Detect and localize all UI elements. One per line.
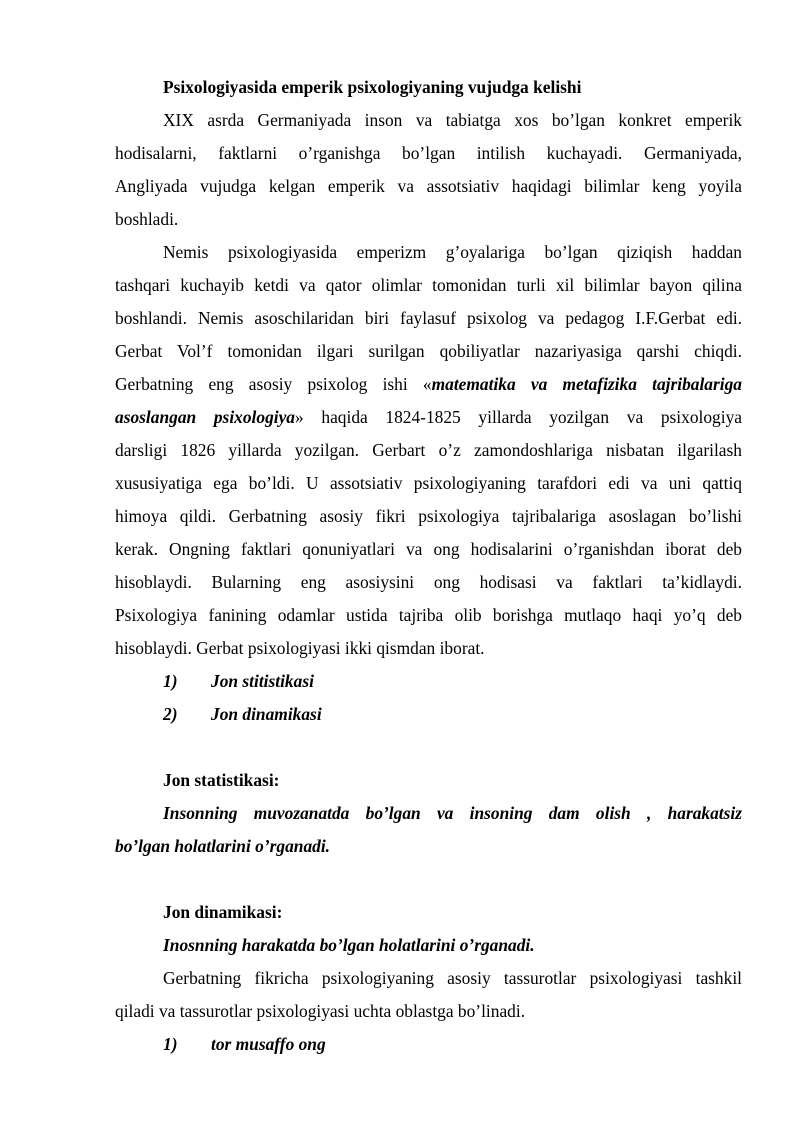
paragraph-line: boshladi. — [115, 209, 179, 229]
paragraph-line: Gerbat Vol’f tomonidan ilgari surilgan qobiliyatlar nazariyasiga qarshi chiqdi. — [115, 341, 742, 361]
section-heading-statics: Jon statistikasi: — [163, 770, 280, 790]
text-run: » haqida 1824-1825 yillarda yozilgan va psixologiya — [295, 407, 742, 427]
list-item-text: tor musaffo ong — [211, 1034, 326, 1054]
paragraph-line: himoya qildi. Gerbatning asosiy fikri psixologiya tajribalariga asoslagan bo’lishi — [115, 506, 742, 526]
paragraph-line: kerak. Ongning faktlari qonuniyatlari va ong hodisalarini o’rganishdan iborat deb — [115, 539, 742, 559]
paragraph-line: xususiyatiga ega bo’ldi. U assotsiativ psixologiyaning tarafdori edi va uni qattiq — [115, 473, 742, 493]
list-item-number: 1) — [163, 1034, 178, 1054]
paragraph-line: hisoblaydi. Gerbat psixologiyasi ikki qismdan iborat. — [115, 638, 485, 658]
paragraph-line — [115, 406, 742, 428]
paragraph-line — [115, 373, 742, 395]
list-item-number: 1) — [163, 671, 178, 691]
paragraph-line: boshlandi. Nemis asoschilaridan biri faylasuf psixolog va pedagog I.F.Gerbat edi. — [115, 308, 742, 328]
paragraph-line: tashqari kuchayib ketdi va qator olimlar tomonidan turli xil bilimlar bayon qilina — [115, 275, 742, 295]
paragraph-line: Angliyada vujudga kelgan emperik va assotsiativ haqidagi bilimlar keng yoyila — [115, 176, 742, 196]
statics-description-line: bo’lgan holatlarini o’rganadi. — [115, 836, 331, 856]
paragraph-line: XIX asrda Germaniyada inson va tabiatga xos bo’lgan konkret emperik — [163, 110, 742, 130]
paragraph-line: darsligi 1826 yillarda yozilgan. Gerbart o’z zamondoshlariga nisbatan ilgarilash — [115, 440, 742, 460]
section-heading-dynamics: Jon dinamikasi: — [163, 902, 283, 922]
statics-description-line: Insonning muvozanatda bo’lgan va insoning dam olish , harakatsiz — [163, 803, 742, 823]
list-item-number: 2) — [163, 704, 178, 724]
emphasized-book-title: matematika va metafizika tajribalariga — [431, 374, 742, 394]
emphasized-book-title: asoslangan psixologiya — [115, 407, 296, 427]
list-item-text: Jon dinamikasi — [211, 704, 322, 724]
dynamics-description: Inosnning harakatda bo’lgan holatlarini o’rganadi. — [163, 935, 535, 955]
paragraph-line: hodisalarni, faktlarni o’rganishga bo’lgan intilish kuchayadi. Germaniyada, — [115, 143, 742, 163]
paragraph-line: qiladi va tassurotlar psixologiyasi uchta oblastga bo’linadi. — [115, 1001, 526, 1021]
list-item-text: Jon stitistikasi — [211, 671, 314, 691]
paragraph-line: hisoblaydi. Bularning eng asosiysini ong hodisasi va faktlari ta’kidlaydi. — [115, 572, 742, 592]
paragraph-line: Nemis psixologiyasida emperizm g’oyalariga bo’lgan qiziqish haddan — [163, 242, 742, 262]
document-title: Psixologiyasida emperik psixologiyaning vujudga kelishi — [163, 77, 582, 97]
paragraph-line: Psixologiya fanining odamlar ustida tajriba olib borishga mutlaqo haqi yo’q deb — [115, 605, 742, 625]
text-run: Gerbatning eng asosiy psixolog ishi « — [115, 374, 432, 394]
paragraph-line: Gerbatning fikricha psixologiyaning asosiy tassurotlar psixologiyasi tashkil — [163, 968, 742, 988]
